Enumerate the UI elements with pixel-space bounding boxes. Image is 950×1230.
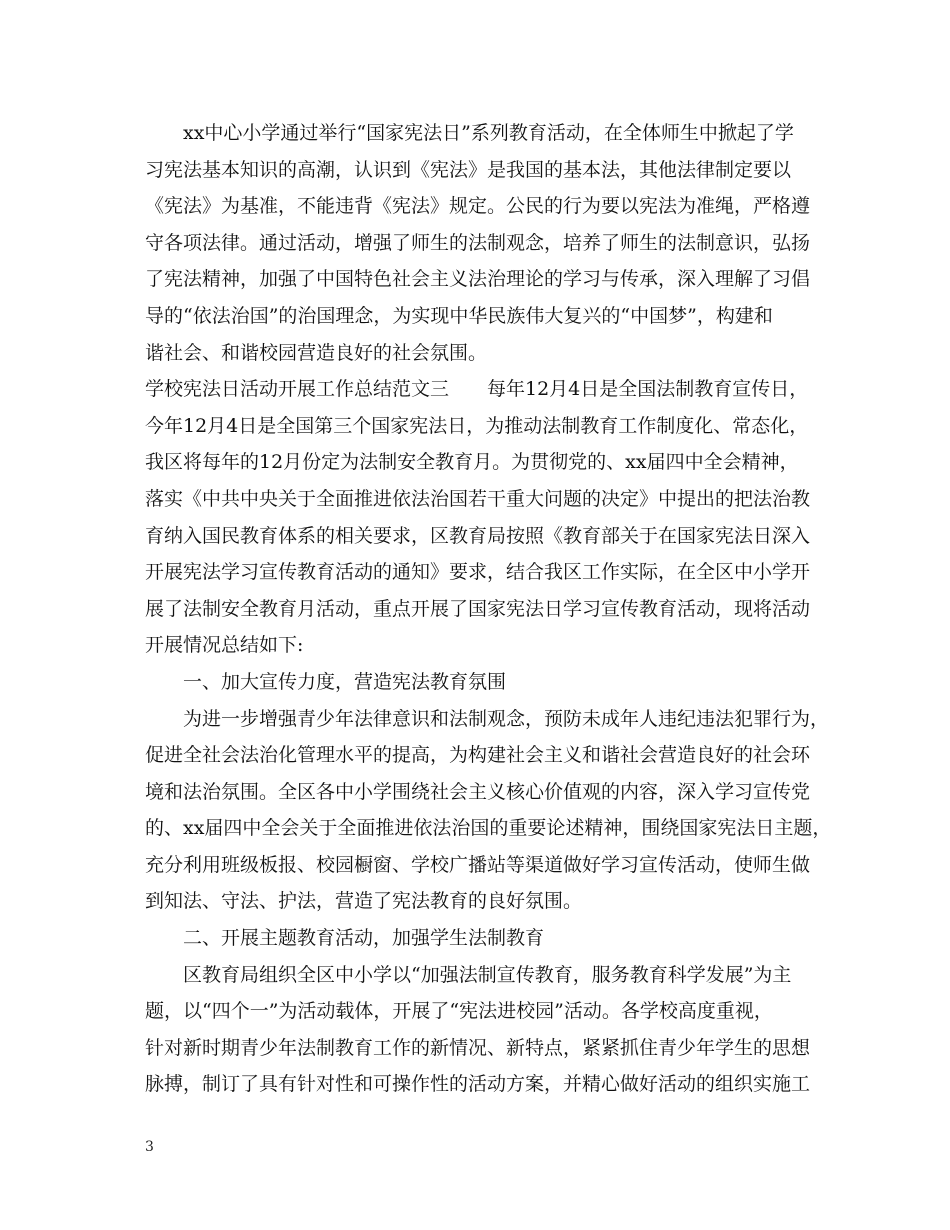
text-line: 《宪法》为基准，不能违背《宪法》规定。公民的行为要以宪法为准绳，严格遵 [145,195,811,218]
text-line: 区教育局组织全区中小学以“加强法制宣传教育，服务教育科学发展”为主 [183,963,792,986]
text-line: 导的“依法治国”的治国理念，为实现中华民族伟大复兴的“中国梦”，构建和 [145,304,773,327]
heading-line: 一、加大宣传力度，营造宪法教育氛围 [183,670,507,693]
text-line: 脉搏，制订了具有针对性和可操作性的活动方案，并精心做好活动的组织实施工 [145,1073,811,1096]
text-line: 育纳入国民教育体系的相关要求，区教育局按照《教育部关于在国家宪法日深入 [145,524,811,547]
text-line: 针对新时期青少年法制教育工作的新情况、新特点，紧紧抓住青少年学生的思想 [145,1036,811,1059]
page-number: 3 [145,1139,154,1155]
text-line: xx中心小学通过举行“国家宪法日”系列教育活动，在全体师生中掀起了学 [183,122,794,144]
text-line: 到知法、守法、护法，营造了宪法教育的良好氛围。 [145,890,583,913]
text-line: 开展情况总结如下: [145,634,304,657]
text-line: 题，以“四个一”为活动载体，开展了“宪法进校园”活动。各学校高度重视， [145,1000,773,1023]
heading-line: 二、开展主题教育活动，加强学生法制教育 [183,927,545,950]
document-body [145,115,832,1103]
text-line: 我区将每年的12月份定为法制安全教育月。为贯彻党的、xx届四中全会精神， [145,451,799,474]
text-line: 促进全社会法治化管理水平的提高，为构建社会主义和谐社会营造良好的社会环 [145,744,811,767]
text-line: 充分利用班级板报、校园橱窗、学校广播站等渠道做好学习宣传活动，使师生做 [145,853,811,876]
text-line: 落实《中共中央关于全面推进依法治国若干重大问题的决定》中提出的把法治教 [145,487,811,510]
text-line: 的、xx届四中全会关于全面推进依法治国的重要论述精神，围绕国家宪法日主题， [145,817,832,840]
text-line: 今年12月4日是全国第三个国家宪法日，为推动法制教育工作制度化、常态化， [145,414,809,437]
text-line: 开展宪法学习宣传教育活动的通知》要求，结合我区工作实际，在全区中小学开 [145,561,811,584]
text-line: 了宪法精神，加强了中国特色社会主义法治理论的学习与传承，深入理解了习倡 [145,268,811,291]
text-line: 展了法制安全教育月活动，重点开展了国家宪法日学习宣传教育活动，现将活动 [145,597,811,620]
text-line: 习宪法基本知识的高潮，认识到《宪法》是我国的基本法，其他法律制定要以 [145,158,792,181]
text-line: 境和法治氛围。全区各中小学围绕社会主义核心价值观的内容，深入学习宣传党 [145,780,811,803]
text-line: 谐社会、和谐校园营造良好的社会氛围。 [145,341,488,364]
section-title-line: 学校宪法日活动开展工作总结范文三 每年12月4日是全国法制教育宣传日， [145,378,809,401]
text-line: 为进一步增强青少年法律意识和法制观念，预防未成年人违纪违法犯罪行为， [183,707,830,730]
text-line: 守各项法律。通过活动，增强了师生的法制观念，培养了师生的法制意识，弘扬 [145,231,811,254]
